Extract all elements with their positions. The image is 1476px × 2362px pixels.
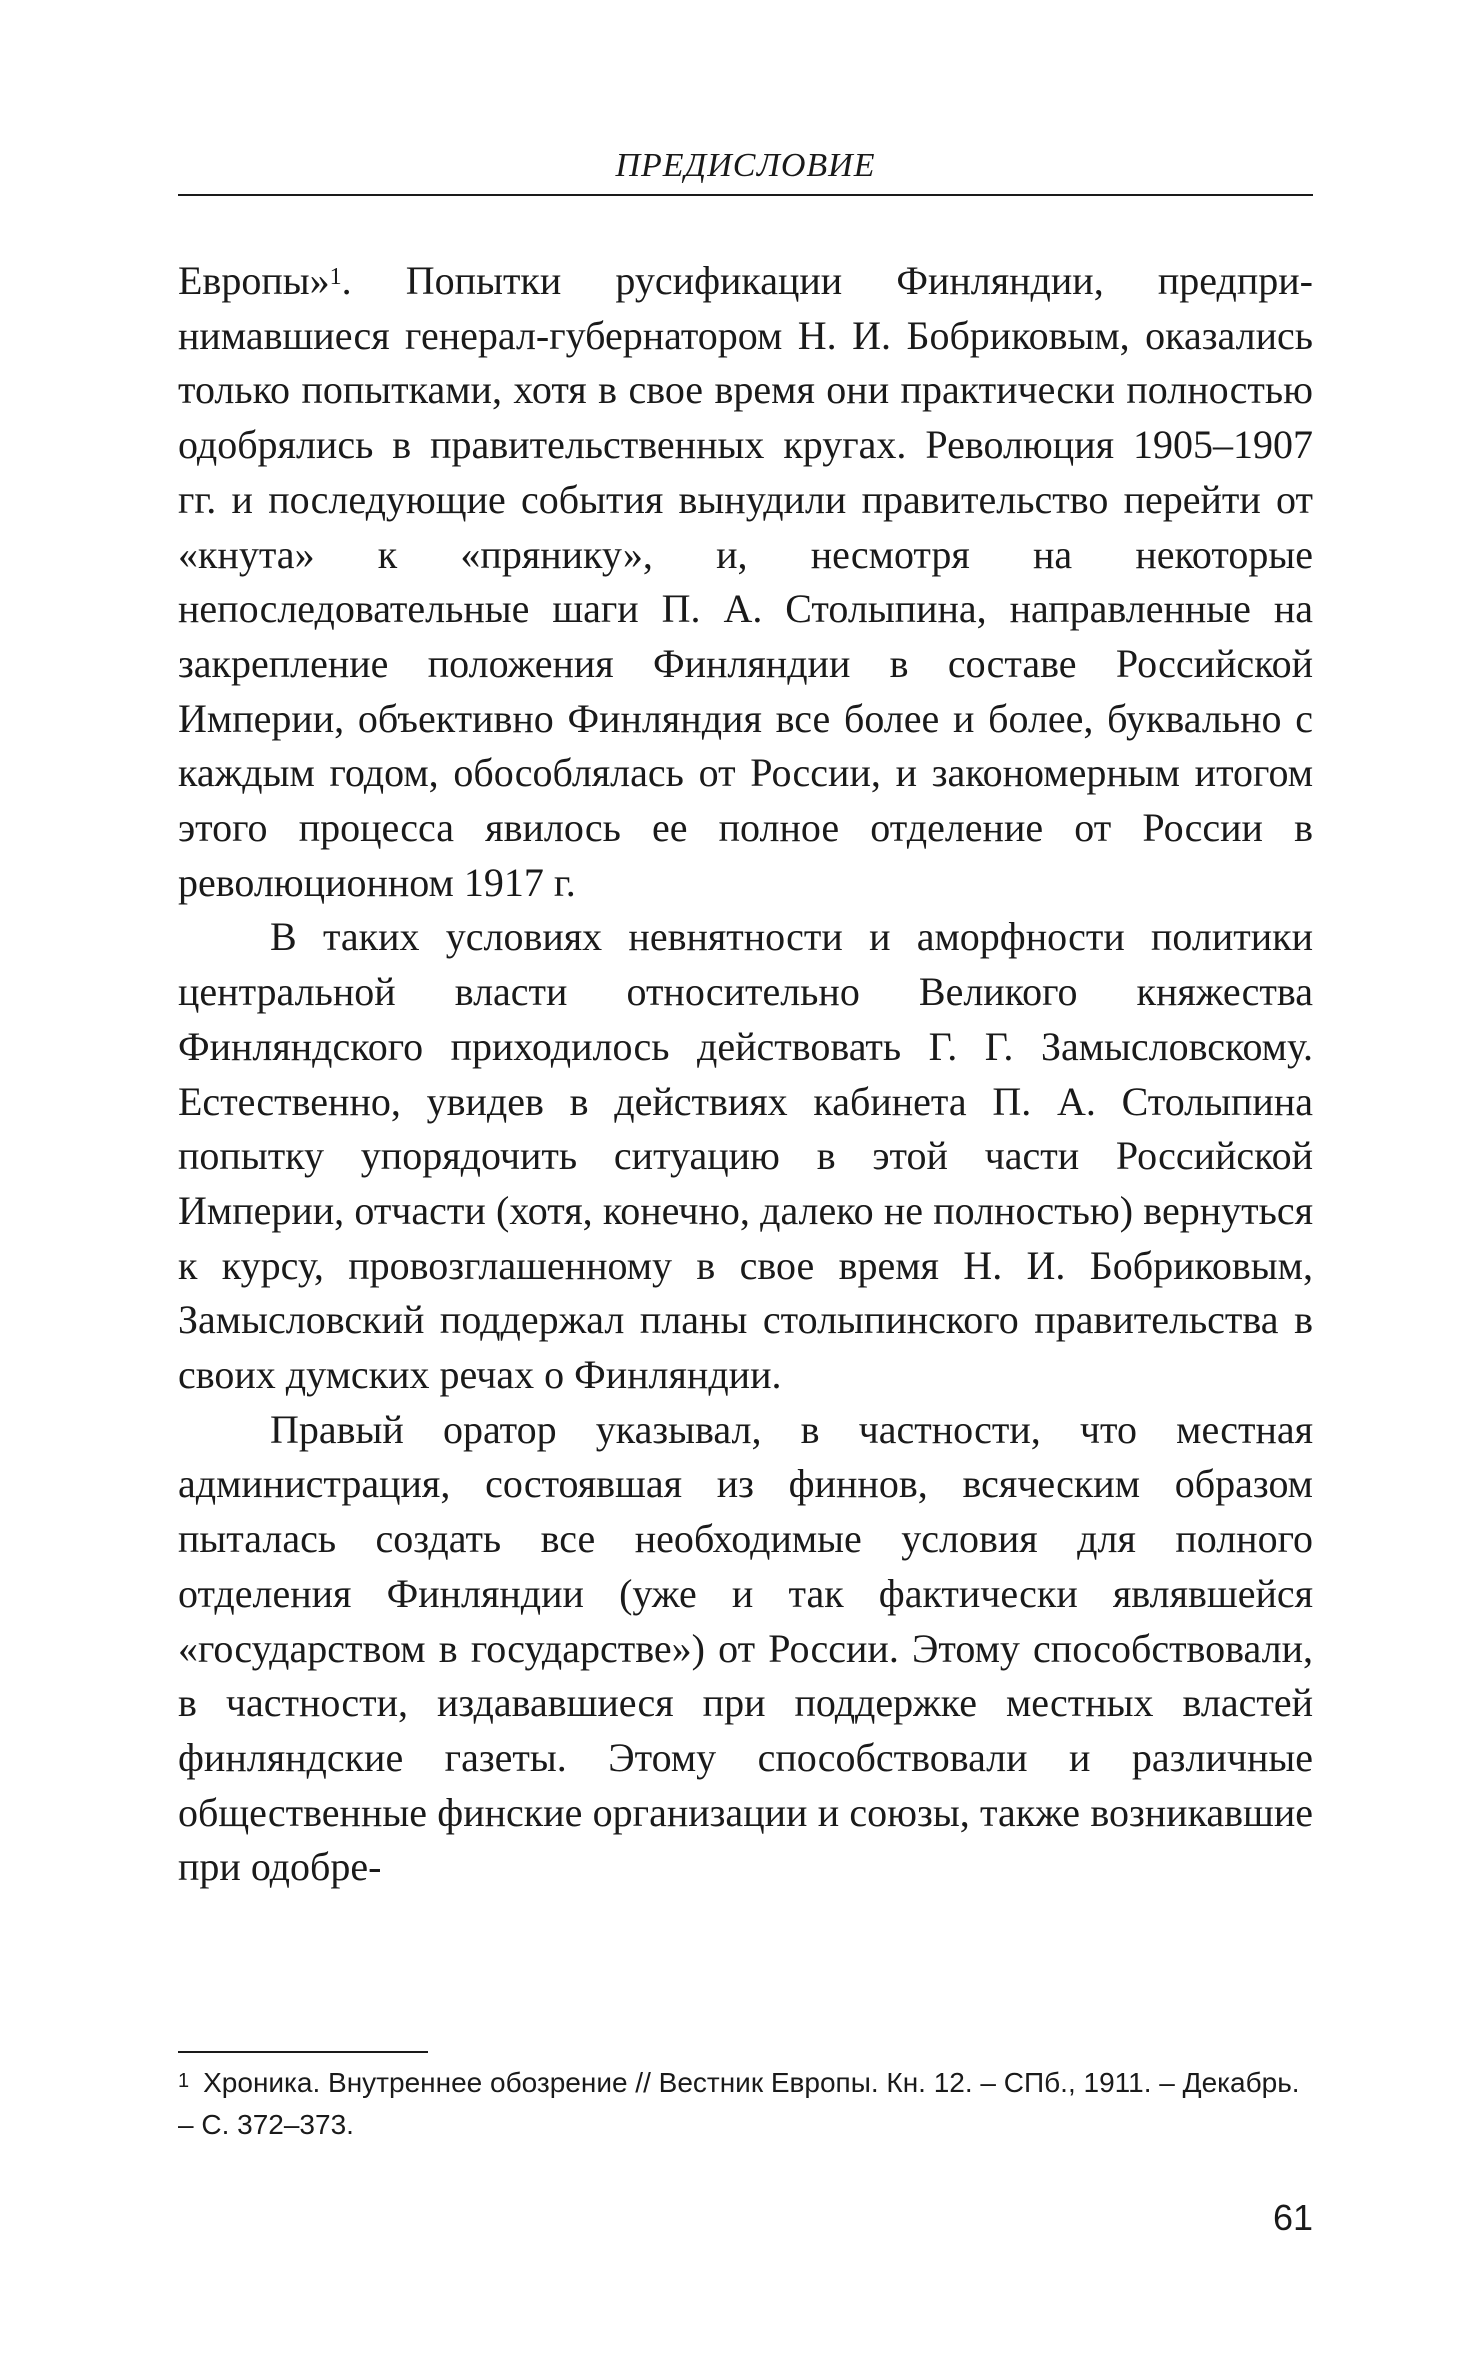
paragraph-1-rest: . Попытки русификации Финляндии, предпринимавшиеся генерал-губернатором Н. И. Бобриковым, оказались только попытками, хотя в свое время они практически полностью одобрялись в правительственных кругах. Революция 1905–1907 гг. и последующие события вынудили правительство перейти от «кнута» к «прянику», и, несмотря на некоторые непоследовательные шаги П. А. Столыпина, направленные на закрепление положения Финляндии в составе Российской Империи, объективно Финляндия все более и более, буквально с каждым годом, обособлялась от России, и закономерным итогом этого процесса явилось ее полное отделение от России в революционном 1917 г. <box>178 258 1313 905</box>
footnote-reference: 1 <box>329 264 342 290</box>
footnote-rule <box>178 2051 428 2053</box>
paragraph-1 <box>178 254 1313 910</box>
paragraph-1-start: Европы» <box>178 258 330 303</box>
running-header: ПРЕДИСЛОВИЕ <box>615 147 876 184</box>
paragraph-2: В таких условиях невнятности и аморфности политики центральной власти относительно Великого княжества Финляндского приходилось действовать Г. Г. Замысловскому. Естественно, увидев в действиях кабинета П. А. Столыпина попытку упорядочить ситуацию в этой части Российской Империи, отчасти (хотя, конечно, далеко не полностью) вернуться к курсу, провозглашенному в свое время Н. И. Бобриковым, Замысловский поддержал планы столыпинского правительства в своих думских речах о Финляндии. <box>178 914 1313 1398</box>
footnote-number: 1 <box>178 2070 190 2092</box>
footnote-text: Хроника. Внутреннее обозрение // Вестник Европы. Кн. 12. – СПб., 1911. – Декабрь. – С. 372–373. <box>178 2067 1300 2140</box>
main-text <box>178 254 1313 1895</box>
header-rule <box>178 194 1313 196</box>
footnote <box>178 2062 1313 2146</box>
book-page <box>178 0 1313 2362</box>
page-number: 61 <box>1272 2197 1313 2238</box>
paragraph-3: Правый оратор указывал, в частности, что местная администрация, состоявшая из финнов, всяческим образом пыталась создать все необходимые условия для полного отделения Финляндии (уже и так фактически являвшейся «государством в государстве») от России. Этому способствовали, в частности, издававшиеся при поддержке местных властей финляндские газеты. Этому способствовали и различные общественные финские организации и союзы, также возникавшие при одобре- <box>178 1406 1313 1890</box>
